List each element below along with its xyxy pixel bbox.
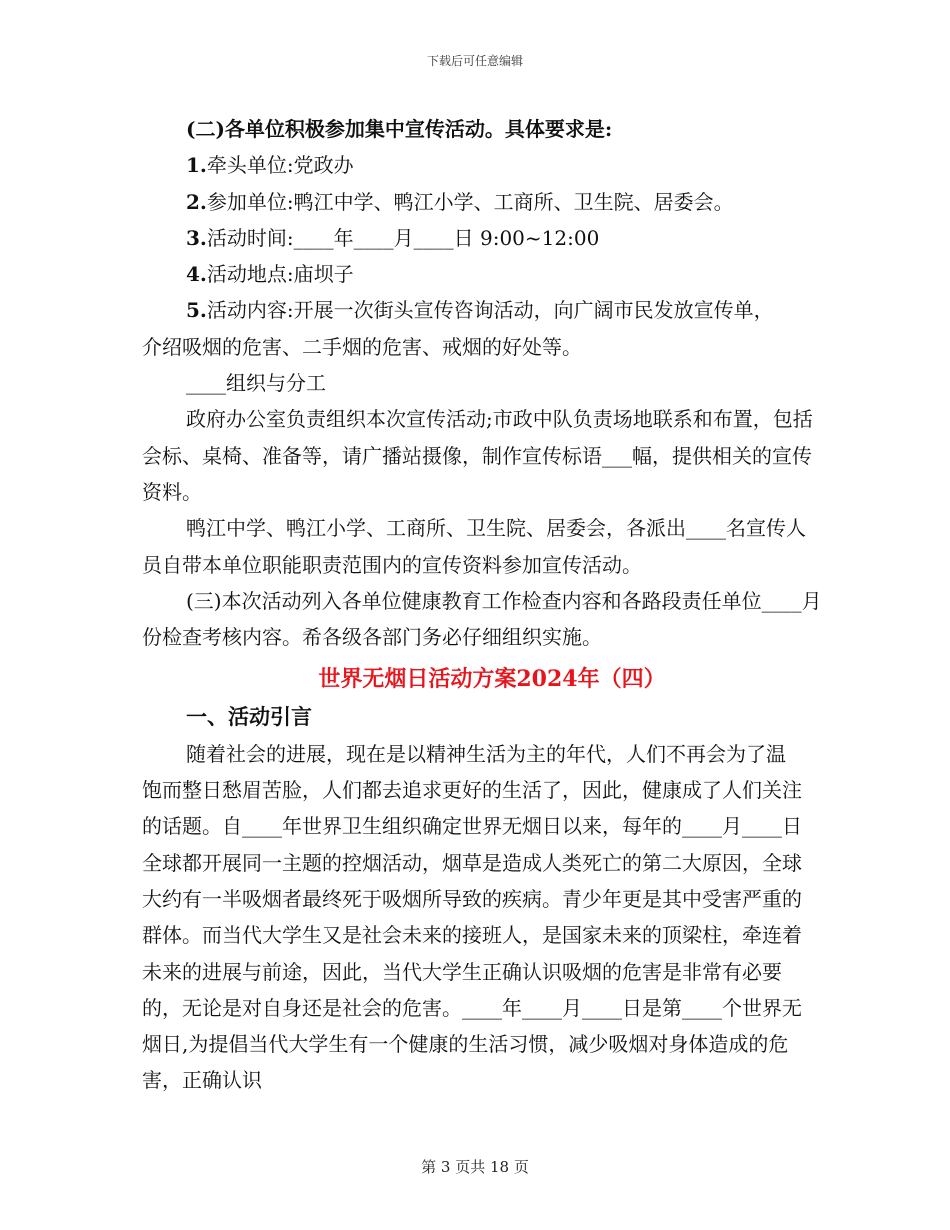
section-3-paragraph: (三)本次活动列入各单位健康教育工作检查内容和各路段责任单位____月份检查考核内容。希各级各部门务必仔细组织实施。 (142, 588, 822, 650)
page-header: 下载后可任意编辑 (426, 54, 523, 68)
item-number: 2. (186, 189, 207, 214)
document-title: 世界无烟日活动方案2024年（四） (318, 666, 666, 693)
item-text: 活动地点:庙坝子 (206, 262, 354, 287)
list-item-1 (142, 147, 822, 183)
list-item-5-continuation: 介绍吸烟的危害、二手烟的危害、戒烟的好处等。 (142, 334, 582, 359)
list-item-5 (142, 292, 822, 328)
item-number: 4. (186, 262, 207, 287)
list-item-4 (142, 256, 822, 292)
participants-paragraph: 鸭江中学、鸭江小学、工商所、卫生院、居委会，各派出____名宣传人员自带本单位职能职责范围内的宣传资料参加宣传活动。 (142, 516, 806, 577)
item-text: 牵头单位:党政办 (206, 153, 354, 178)
organization-paragraph: 政府办公室负责组织本次宣传活动;市政中队负责场地联系和布置，包括会标、桌椅、准备等，请广播站摄像，制作宣传标语___幅，提供相关的宣传资料。 (142, 407, 813, 504)
item-text: 参加单位:鸭江中学、鸭江小学、工商所、卫生院、居委会。 (206, 189, 734, 214)
item-number: 1. (186, 153, 207, 178)
item-number: 3. (186, 225, 207, 250)
page-footer: 第 3 页共 18 页 (421, 1158, 529, 1176)
item-text: 活动时间:____年____月____日 9:00~12:00 (206, 225, 600, 250)
document-body (142, 111, 822, 1099)
list-item-3 (142, 220, 822, 256)
list-item-2 (142, 184, 822, 220)
item-text: 活动内容:开展一次街头宣传咨询活动，向广阔市民发放宣传单， (206, 298, 774, 323)
intro-heading: 一、活动引言 (186, 704, 312, 730)
item-number: 5. (186, 298, 207, 323)
intro-paragraph: 随着社会的进展，现在是以精神生活为主的年代，人们不再会为了温饱而整日愁眉苦脸，人们都去追求更好的生活了，因此，健康成了人们关注的话题。自____年世界卫生组织确定世界无烟日以来，每年的____月____日全球都开展同一主题的控烟活动，烟草是造成人类死亡的第二大原因，全球大约有一半吸烟者最终死于吸烟所导致的疾病。青少年更是其中受害严重的群体。而当代大学生又是社会未来的接班人，是国家未来的顶梁柱，牵连着未来的进展与前途，因此，当代大学生正确认识吸烟的危害是非常有必要的，无论是对自身还是社会的危害。____年____月____日是第____个世界无烟日,为提倡当代大学生有一个健康的生活习惯，减少吸烟对身体造成的危害，正确认识 (142, 741, 802, 1093)
organization-heading: ____组织与分工 (186, 371, 326, 396)
section-2-heading: (二)各单位积极参加集中宣传活动。具体要求是: (186, 117, 613, 141)
